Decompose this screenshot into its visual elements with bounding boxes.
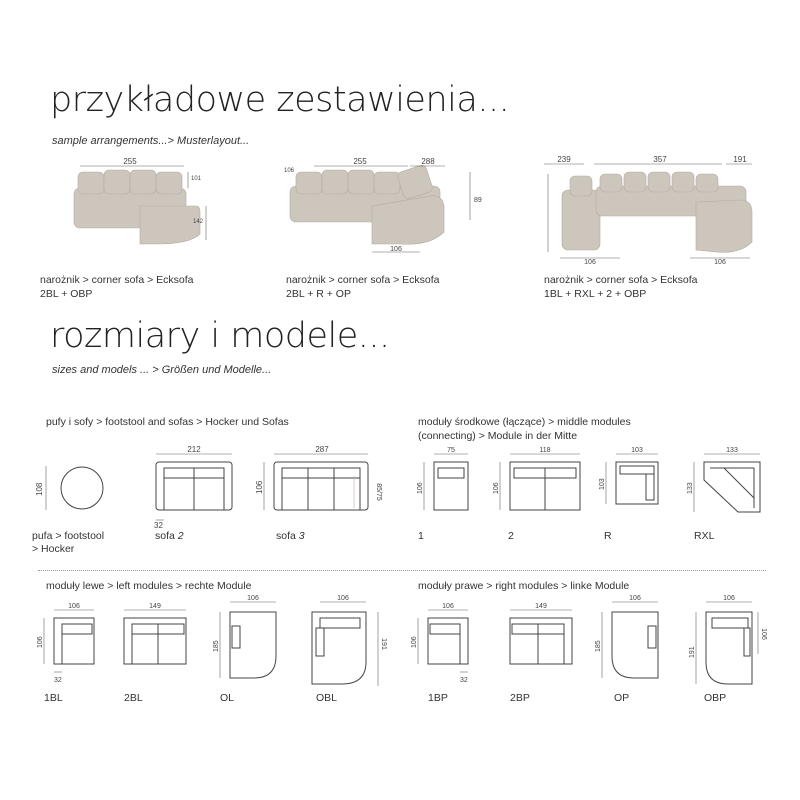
left-module-1bl-diagram bbox=[28, 598, 100, 688]
arrangement-2-dim-width: 255 bbox=[353, 157, 367, 166]
left-module-1bl-dim-depth: 106 bbox=[37, 636, 44, 648]
sofa-3-dim-seat: 85/75 bbox=[375, 483, 382, 501]
middle-module-1-dim-width: 75 bbox=[447, 447, 455, 454]
left-module-obl-label: OBL bbox=[316, 692, 338, 704]
right-module-op-dim-depth: 185 bbox=[595, 640, 602, 652]
sofa-2-label: sofa 2 bbox=[155, 530, 184, 542]
left-module-1bl-label: 1BL bbox=[44, 692, 63, 704]
arrangement-2-dim-total: 288 bbox=[421, 157, 435, 166]
arrangement-2-model: 2BL + R + OP bbox=[286, 288, 351, 300]
arrangement-3-image bbox=[540, 156, 760, 268]
sofa-3-dim-width: 287 bbox=[315, 445, 329, 454]
left-module-2bl-label: 2BL bbox=[124, 692, 143, 704]
middle-module-1-dim-depth: 106 bbox=[417, 482, 424, 494]
middle-module-rxl-dim-depth: 133 bbox=[687, 482, 694, 494]
middle-module-2-label: 2 bbox=[508, 530, 514, 542]
arrangement-1-image bbox=[60, 158, 210, 258]
arrangement-2-dim-side: 106 bbox=[284, 168, 295, 174]
middle-module-rxl-label: RXL bbox=[694, 530, 715, 542]
arrangement-2-caption: narożnik > corner sofa > Ecksofa bbox=[286, 274, 440, 286]
footstool-diagram bbox=[32, 452, 104, 522]
left-module-2bl-diagram bbox=[114, 598, 198, 688]
arrangement-3-dim-bottom-left: 106 bbox=[584, 259, 596, 266]
right-module-obp-label: OBP bbox=[704, 692, 727, 704]
arrangement-3-dim-right: 191 bbox=[733, 155, 747, 164]
group-heading-left: moduły lewe > left modules > rechte Module bbox=[46, 580, 252, 592]
arrangement-1-dim-depth: 101 bbox=[191, 176, 202, 182]
right-module-1bp-dim-arm: 32 bbox=[460, 677, 468, 684]
footstool-label: pufa > footstool bbox=[32, 530, 105, 542]
middle-module-r-dim-depth: 103 bbox=[599, 478, 606, 490]
right-module-1bp-diagram bbox=[402, 598, 486, 688]
middle-module-1-label: 1 bbox=[418, 530, 424, 542]
section-subtitle-sizes: sizes and models ... > Größen und Modelle... bbox=[52, 364, 272, 376]
middle-module-rxl-dim-width: 133 bbox=[726, 447, 738, 454]
sofa-2-dim-arm: 32 bbox=[154, 521, 163, 530]
left-module-ol-dim-width: 106 bbox=[247, 595, 259, 602]
left-module-ol-dim-depth: 185 bbox=[213, 640, 220, 652]
right-module-op-diagram bbox=[592, 592, 676, 688]
arrangement-1-dim-width: 255 bbox=[123, 157, 137, 166]
right-module-obp-diagram bbox=[682, 592, 766, 692]
left-module-obl-dim-width: 106 bbox=[337, 595, 349, 602]
right-module-obp-dim-depth: 191 bbox=[689, 646, 696, 658]
right-module-1bp-label: 1BP bbox=[428, 692, 448, 704]
arrangement-3-dim-left: 239 bbox=[557, 155, 571, 164]
middle-module-2-dim-width: 118 bbox=[539, 447, 551, 454]
left-module-obl-diagram bbox=[296, 592, 392, 692]
arrangement-3-dim-bottom-right: 106 bbox=[714, 259, 726, 266]
right-module-op-dim-width: 106 bbox=[629, 595, 641, 602]
group-heading-right: moduły prawe > right modules > linke Module bbox=[418, 580, 630, 592]
sofa-2-dim-width: 212 bbox=[187, 445, 201, 454]
sofa-3-dim-depth: 106 bbox=[255, 480, 264, 494]
arrangement-3-model: 1BL + RXL + 2 + OBP bbox=[544, 288, 647, 300]
arrangement-2-dim-bottom: 106 bbox=[390, 246, 402, 253]
left-module-1bl-dim-arm: 32 bbox=[54, 677, 62, 684]
right-module-2bp-diagram bbox=[500, 598, 590, 688]
right-module-obp-dim-width: 106 bbox=[723, 595, 735, 602]
group-heading-footstool: pufy i sofy > footstool and sofas > Hocker und Sofas bbox=[46, 416, 289, 428]
right-module-1bp-dim-depth: 106 bbox=[411, 636, 418, 648]
arrangement-2-dim-depth: 89 bbox=[474, 197, 482, 204]
left-module-2bl-dim-width: 149 bbox=[149, 603, 161, 610]
section-divider bbox=[38, 570, 766, 571]
group-heading-middle-line2: (connecting) > Module in der Mitte bbox=[418, 430, 578, 442]
middle-module-r-label: R bbox=[604, 530, 612, 542]
middle-module-2-diagram bbox=[490, 446, 586, 516]
right-module-obp-dim-seat: 106 bbox=[760, 628, 767, 640]
left-module-ol-diagram bbox=[204, 592, 288, 688]
footstool-label-line2: > Hocker bbox=[32, 543, 75, 555]
sofa-3-diagram bbox=[254, 446, 380, 530]
middle-module-r-dim-width: 103 bbox=[631, 447, 643, 454]
arrangement-1-dim-chaise: 142 bbox=[192, 219, 203, 225]
group-heading-middle: moduły środkowe (łączące) > middle modules bbox=[418, 416, 631, 428]
arrangement-3-caption: narożnik > corner sofa > Ecksofa bbox=[544, 274, 698, 286]
footstool-dim: 108 bbox=[35, 482, 44, 496]
left-module-obl-dim-depth: 191 bbox=[380, 638, 387, 650]
section-subtitle-arrangements: sample arrangements...> Musterlayout... bbox=[52, 135, 250, 147]
right-module-2bp-dim-width: 149 bbox=[535, 603, 547, 610]
arrangement-3-dim-width: 357 bbox=[653, 155, 667, 164]
arrangement-2-image bbox=[280, 158, 480, 258]
left-module-ol-label: OL bbox=[220, 692, 235, 704]
left-module-1bl-dim-width: 106 bbox=[68, 603, 80, 610]
middle-module-2-dim-depth: 106 bbox=[493, 482, 500, 494]
middle-module-1-diagram bbox=[414, 446, 474, 516]
right-module-1bp-dim-width: 106 bbox=[442, 603, 454, 610]
arrangement-1-model: 2BL + OBP bbox=[40, 288, 93, 300]
sofa-3-label: sofa 3 bbox=[276, 530, 305, 542]
section-title-sizes: rozmiary i modele... bbox=[50, 316, 390, 356]
middle-module-rxl-diagram bbox=[680, 446, 764, 516]
right-module-op-label: OP bbox=[614, 692, 630, 704]
sofa-2-diagram bbox=[146, 446, 242, 530]
section-title-arrangements: przykładowe zestawienia... bbox=[50, 80, 510, 120]
right-module-2bp-label: 2BP bbox=[510, 692, 530, 704]
middle-module-r-diagram bbox=[592, 446, 664, 516]
arrangement-1-caption: narożnik > corner sofa > Ecksofa bbox=[40, 274, 194, 286]
